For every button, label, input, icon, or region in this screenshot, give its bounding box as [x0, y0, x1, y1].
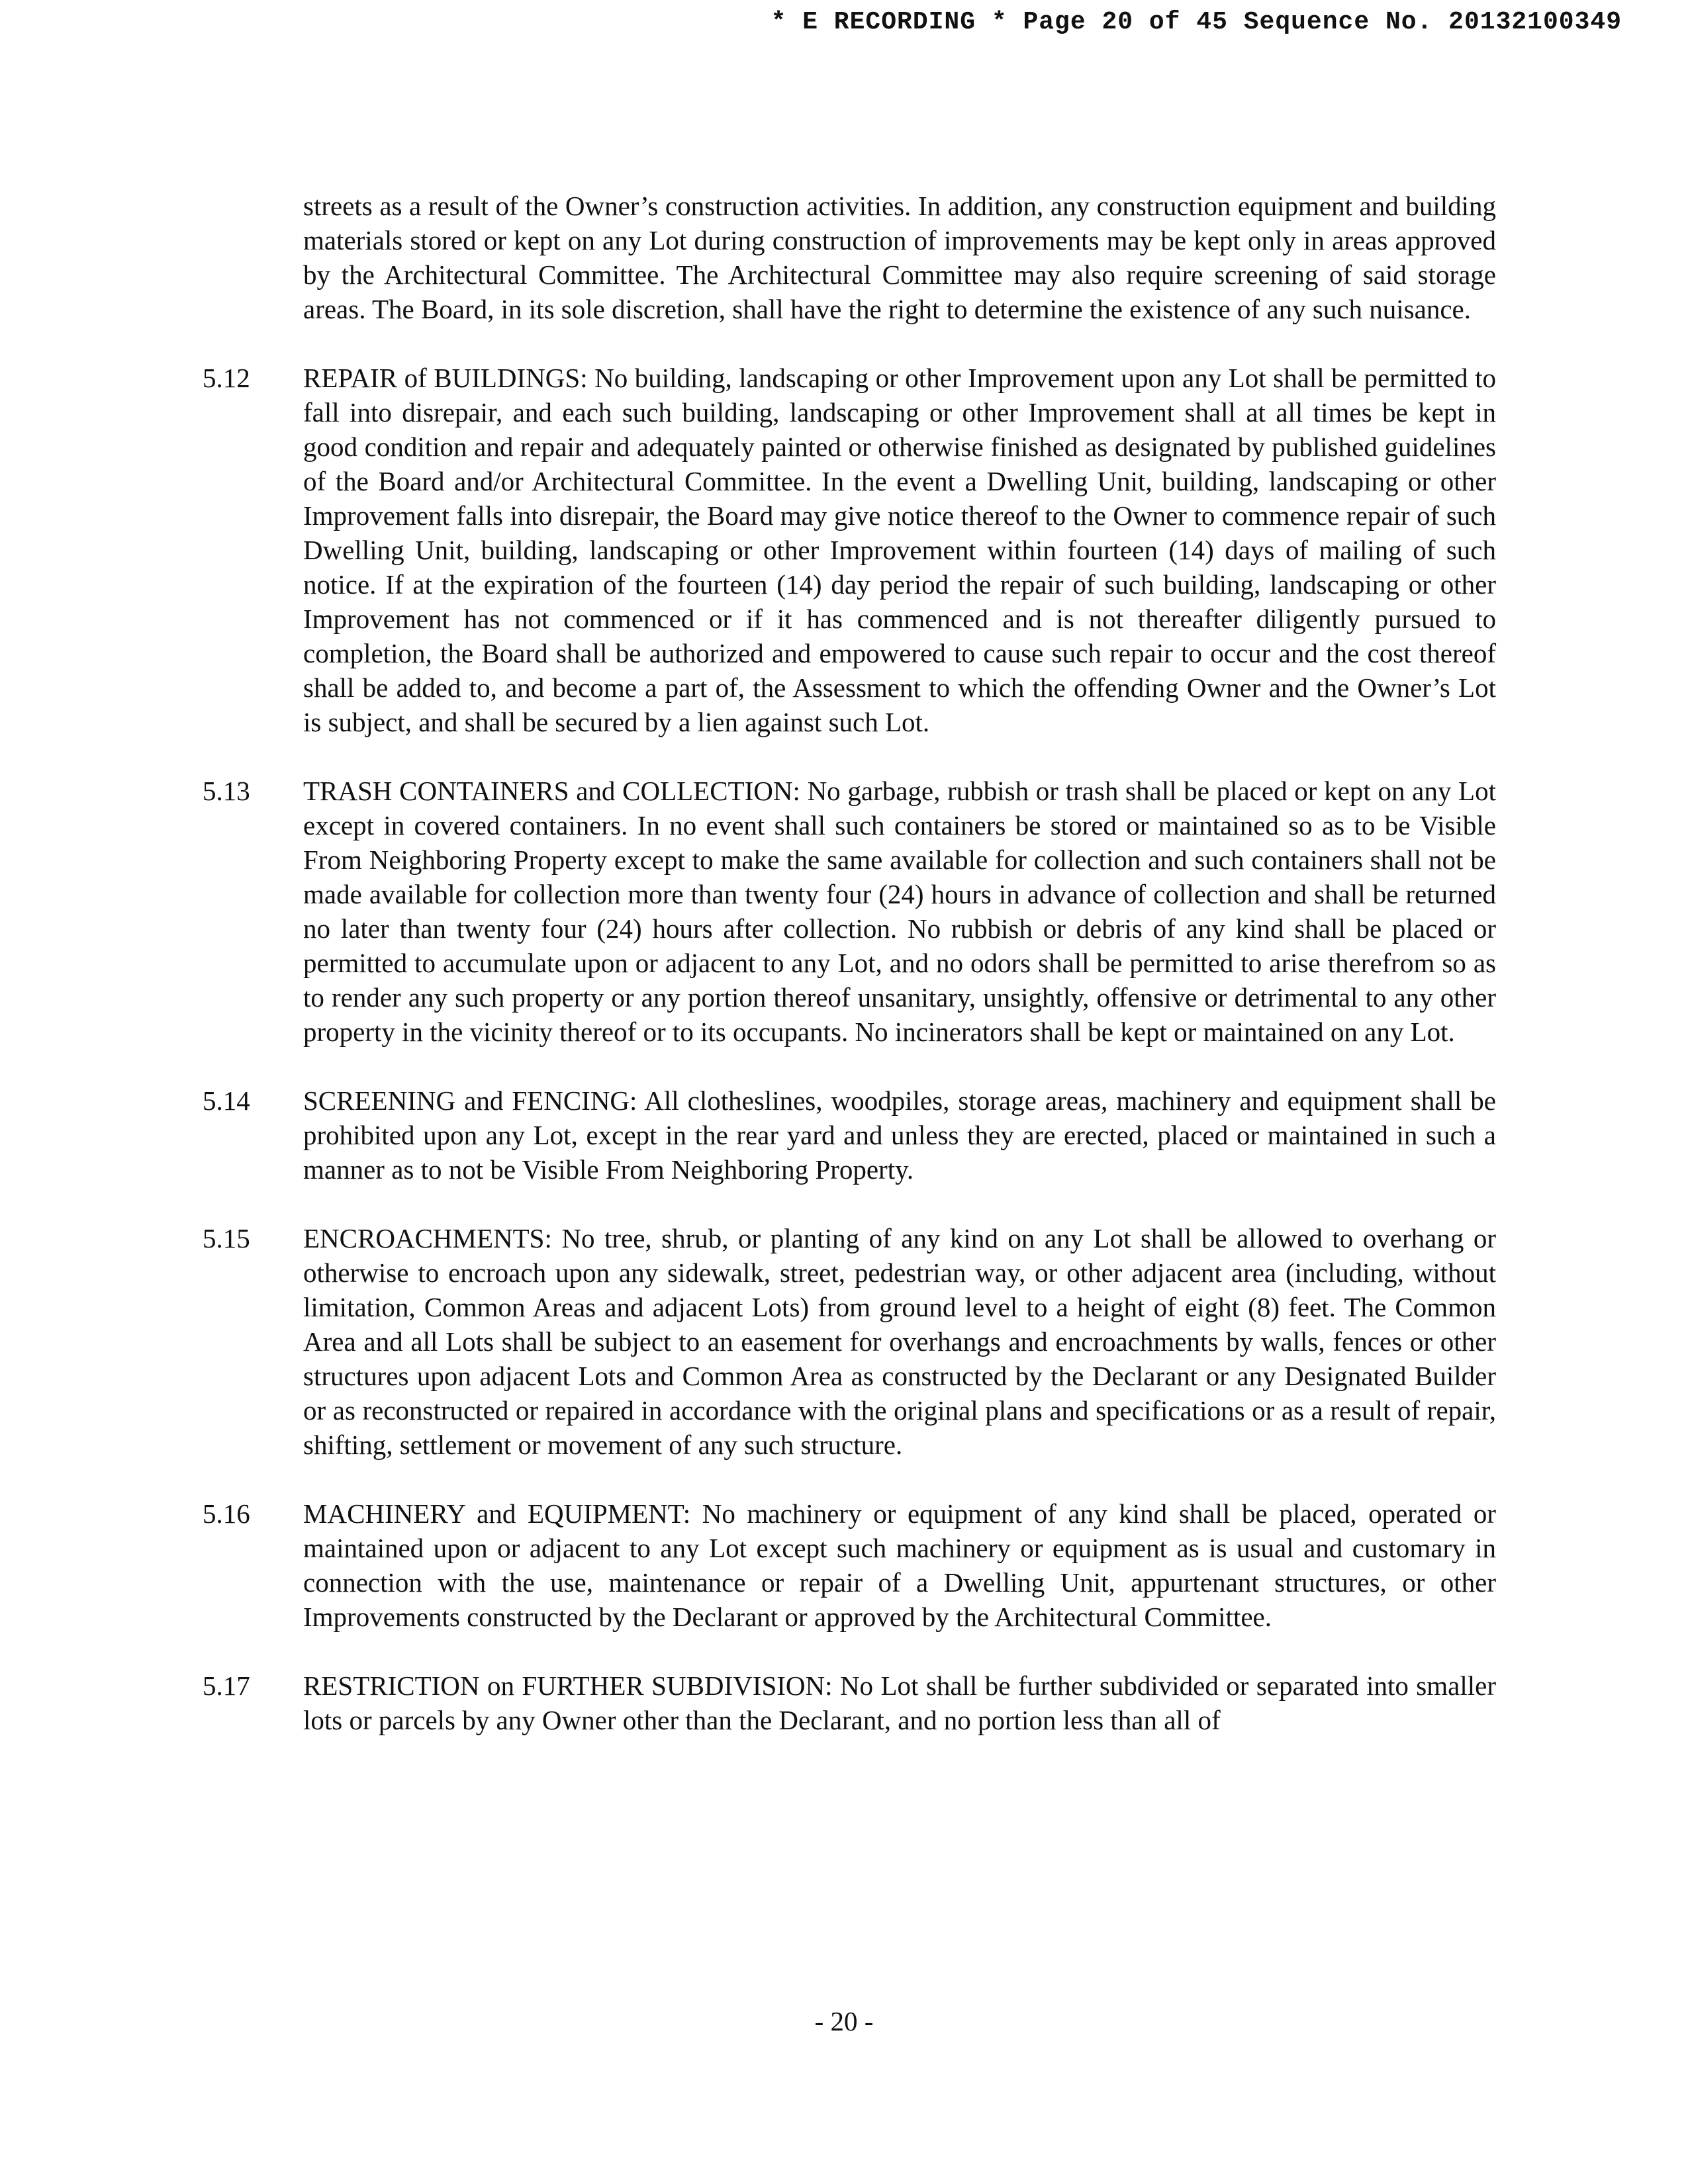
section-number: 5.14	[203, 1085, 250, 1116]
page-number: - 20 -	[814, 2006, 874, 2036]
section-number: 5.13	[203, 776, 250, 806]
section-5-17	[203, 1668, 1496, 1737]
section-number: 5.15	[203, 1223, 250, 1253]
section-5-14	[203, 1083, 1496, 1187]
section-number: 5.17	[203, 1670, 250, 1701]
section-number: 5.16	[203, 1498, 250, 1529]
section-number: 5.12	[203, 363, 250, 393]
section-text: SCREENING and FENCING: All clotheslines, woodpiles, storage areas, machinery and equipment shall be prohibited upon any Lot, except in the rear yard and unless they are erected, placed or maintained in such a manner as to not be Visible From Neighboring Property.	[303, 1085, 1496, 1185]
section-text: MACHINERY and EQUIPMENT: No machinery or equipment of any kind shall be placed, operated or maintained upon or adjacent to any Lot except such machinery or equipment as is usual and customary in connection with the use, maintenance or repair of a Dwelling Unit, appurtenant structures, or other Improvements constructed by the Declarant or approved by the Architectural Committee.	[303, 1498, 1496, 1632]
section-text: RESTRICTION on FURTHER SUBDIVISION: No Lot shall be further subdivided or separated into smaller lots or parcels by any Owner other than the Declarant, and no portion less than all of	[303, 1670, 1496, 1735]
recording-header: * E RECORDING * Page 20 of 45 Sequence No. 20132100349	[771, 8, 1622, 36]
section-5-13	[203, 774, 1496, 1049]
section-5-16	[203, 1496, 1496, 1634]
document-body	[203, 189, 1496, 1737]
section-5-15	[203, 1221, 1496, 1462]
section-5-12	[203, 361, 1496, 739]
intro-paragraph: streets as a result of the Owner’s construction activities. In addition, any construction equipment and building materials stored or kept on any Lot during construction of improvements may be kept only in areas approved by the Architectural Committee. The Architectural Committee may also require screening of said storage areas. The Board, in its sole discretion, shall have the right to determine the existence of any such nuisance.	[303, 191, 1496, 324]
section-text: TRASH CONTAINERS and COLLECTION: No garbage, rubbish or trash shall be placed or kept on any Lot except in covered containers. In no event shall such containers be stored or maintained so as to be Visible From Neighboring Property except to make the same available for collection and such containers shall not be made available for collection more than twenty four (24) hours in advance of collection and shall be returned no later than twenty four (24) hours after collection. No rubbish or debris of any kind shall be placed or permitted to accumulate upon or adjacent to any Lot, and no odors shall be permitted to arise therefrom so as to render any such property or any portion thereof unsanitary, unsightly, offensive or detrimental to any other property in the vicinity thereof or to its occupants. No incinerators shall be kept or maintained on any Lot.	[303, 776, 1496, 1047]
section-text: ENCROACHMENTS: No tree, shrub, or planting of any kind on any Lot shall be allowed to overhang or otherwise to encroach upon any sidewalk, street, pedestrian way, or other adjacent area (including, without limitation, Common Areas and adjacent Lots) from ground level to a height of eight (8) feet. The Common Area and all Lots shall be subject to an easement for overhangs and encroachments by walls, fences or other structures upon adjacent Lots and Common Area as constructed by the Declarant or any Designated Builder or as reconstructed or repaired in accordance with the original plans and specifications or as a result of repair, shifting, settlement or movement of any such structure.	[303, 1223, 1496, 1460]
section-text: REPAIR of BUILDINGS: No building, landscaping or other Improvement upon any Lot shall be permitted to fall into disrepair, and each such building, landscaping or other Improvement shall at all times be kept in good condition and repair and adequately painted or otherwise finished as designated by published guidelines of the Board and/or Architectural Committee. In the event a Dwelling Unit, building, landscaping or other Improvement falls into disrepair, the Board may give notice thereof to the Owner to commence repair of such Dwelling Unit, building, landscaping or other Improvement within fourteen (14) days of mailing of such notice. If at the expiration of the fourteen (14) day period the repair of such building, landscaping or other Improvement has not commenced or if it has commenced and is not thereafter diligently pursued to completion, the Board shall be authorized and empowered to cause such repair to occur and the cost thereof shall be added to, and become a part of, the Assessment to which the offending Owner and the Owner’s Lot is subject, and shall be secured by a lien against such Lot.	[303, 363, 1496, 737]
